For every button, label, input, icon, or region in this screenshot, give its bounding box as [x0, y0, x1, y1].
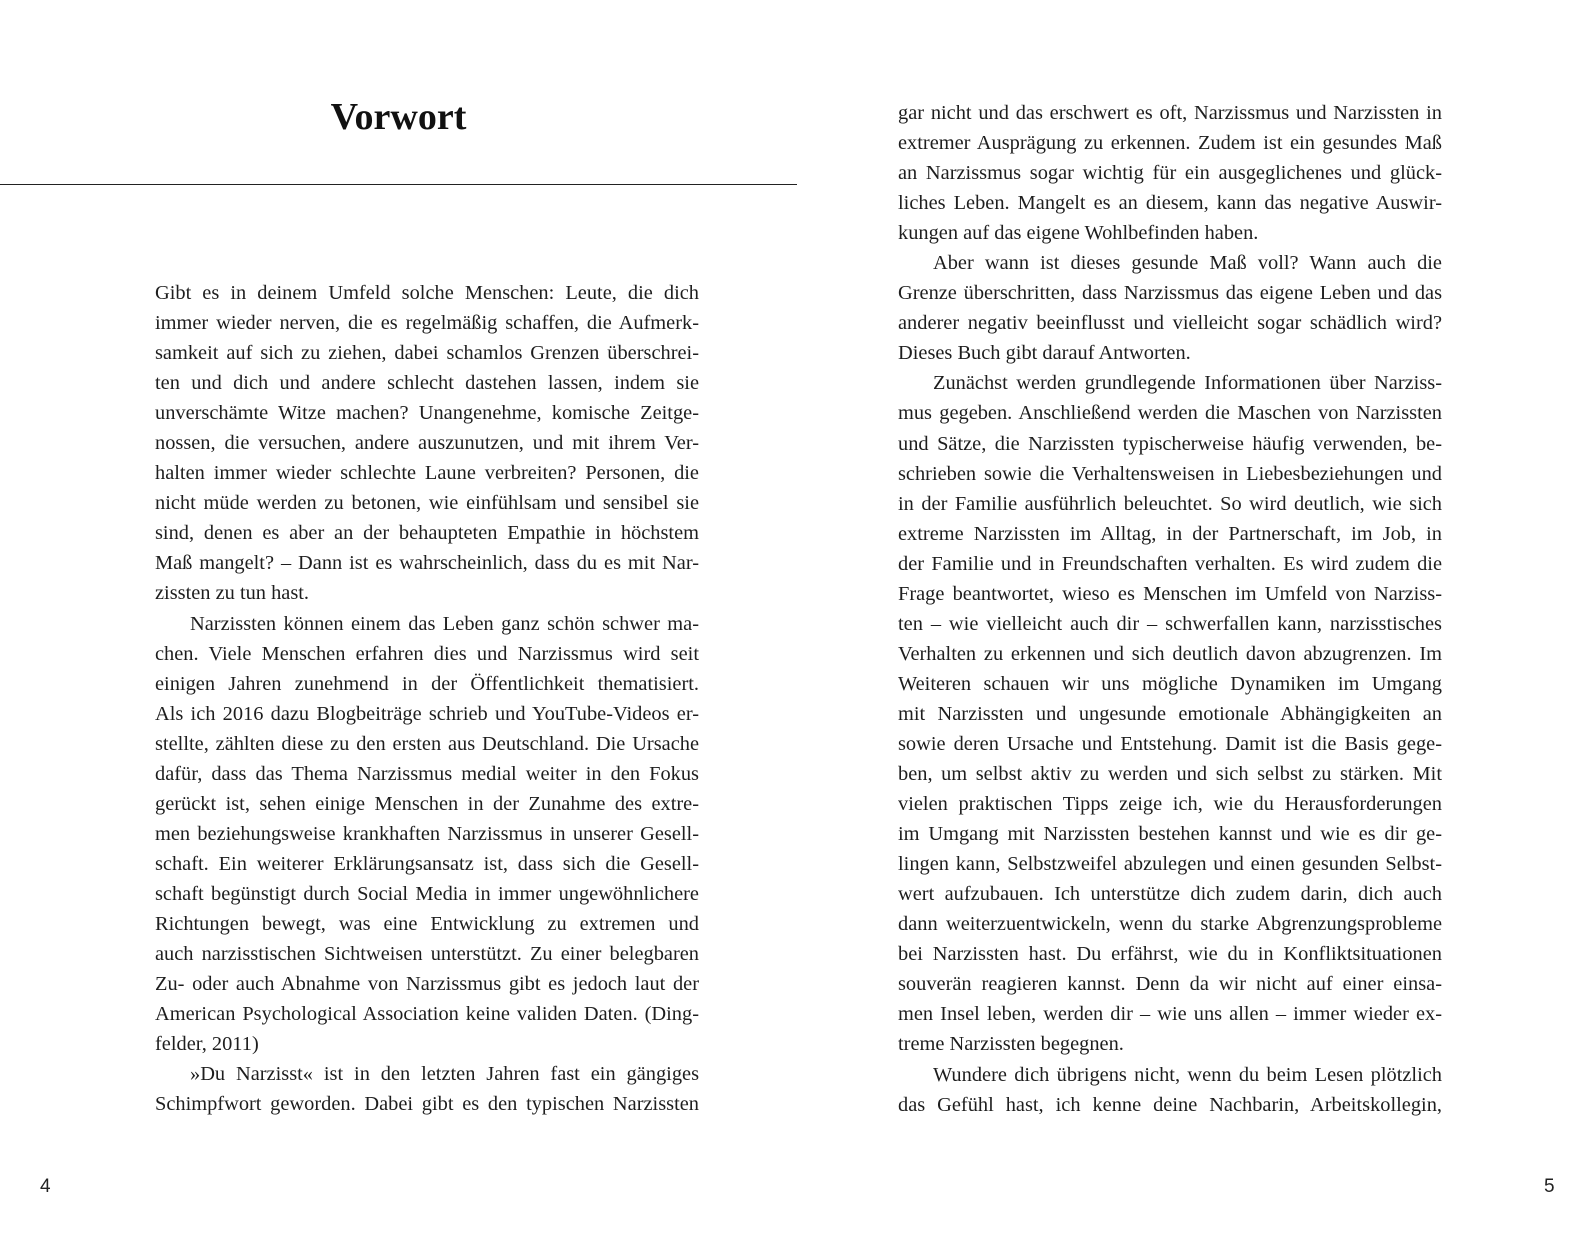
text-line: Dieses Buch gibt darauf Antworten.: [898, 342, 1191, 365]
text-line: Weiteren schauen wir uns mögliche Dynamiken im Umgang: [898, 672, 1442, 695]
text-line: in der Familie ausführlich beleuchtet. So wird deutlich, wie sich: [898, 492, 1442, 515]
title-divider: [0, 184, 797, 185]
text-line: Aber wann ist dieses gesunde Maß voll? Wann auch die: [933, 252, 1442, 275]
text-line: das Gefühl hast, ich kenne deine Nachbarin, Arbeitskollegin,: [898, 1093, 1442, 1116]
text-line: Gibt es in deinem Umfeld solche Menschen: Leute, die dich: [155, 282, 699, 304]
text-line: anderer negativ beeinflusst und vielleicht sogar schädlich wird?: [898, 312, 1442, 335]
text-line: unverschämte Witze machen? Unangenehme, komische Zeitge-: [155, 402, 699, 425]
text-line: Verhalten zu erkennen und sich deutlich davon abzugrenzen. Im: [898, 642, 1442, 665]
text-line: an Narzissmus sogar wichtig für ein ausgeglichenes und glück-: [898, 162, 1442, 185]
text-line: vielen praktischen Tipps zeige ich, wie du Herausforderungen: [898, 793, 1442, 816]
text-line: und Sätze, die Narzissten typischerweise häufig verwenden, be-: [898, 432, 1442, 455]
text-line: gar nicht und das erschwert es oft, Narzissmus und Narzissten in: [898, 102, 1442, 124]
text-line: ten und dich und andere schlecht dastehen lassen, indem sie: [155, 372, 699, 395]
text-line: Schimpfwort geworden. Dabei gibt es den typischen Narzissten: [155, 1093, 699, 1116]
text-line: American Psychological Association keine validen Daten. (Ding-: [155, 1003, 699, 1026]
text-line: treme Narzissten begegnen.: [898, 1033, 1124, 1056]
text-line: lingen kann, Selbstzweifel abzulegen und einen gesunden Selbst-: [898, 853, 1442, 876]
text-line: auch narzisstischen Sichtweisen unterstützt. Zu einer belegbaren: [155, 943, 699, 966]
text-line: liches Leben. Mangelt es an diesem, kann das negative Auswir-: [898, 192, 1442, 215]
text-line: dann weiterzuentwickeln, wenn du starke Abgrenzungsprobleme: [898, 913, 1442, 936]
page-number: 5: [1544, 1176, 1555, 1197]
text-line: Zunächst werden grundlegende Informationen über Narziss-: [933, 372, 1442, 395]
text-line: bei Narzissten hast. Du erfährst, wie du in Konfliktsituationen: [898, 943, 1442, 966]
text-line: men beziehungsweise krankhaften Narzissmus in unserer Gesell-: [155, 822, 699, 845]
text-line: immer wieder nerven, die es regelmäßig schaffen, die Aufmerk-: [155, 312, 699, 335]
text-line: nicht müde werden zu betonen, wie einfühlsam und sensibel sie: [155, 492, 699, 515]
text-line: men Insel leben, werden dir – wie uns allen – immer wieder ex-: [898, 1003, 1442, 1026]
text-line: einigen Jahren zunehmend in der Öffentlichkeit thematisiert.: [155, 672, 699, 695]
text-line: Wundere dich übrigens nicht, wenn du beim Lesen plötzlich: [933, 1063, 1442, 1086]
text-line: chen. Viele Menschen erfahren dies und Narzissmus wird seit: [155, 642, 699, 665]
text-line: wert aufzubauen. Ich unterstütze dich zudem darin, dich auch: [898, 883, 1442, 906]
text-line: sind, denen es aber an der behaupteten Empathie in höchstem: [155, 522, 699, 545]
chapter-title: Vorwort: [330, 96, 467, 138]
text-line: Als ich 2016 dazu Blogbeiträge schrieb und YouTube-Videos er-: [155, 702, 699, 725]
text-line: schaft. Ein weiterer Erklärungsansatz ist, dass sich die Gesell-: [155, 852, 699, 875]
left-page-body: [155, 278, 699, 1119]
text-line: mus gegeben. Anschließend werden die Maschen von Narzissten: [898, 402, 1442, 425]
text-line: Narzissten können einem das Leben ganz schön schwer ma-: [190, 612, 699, 635]
text-line: Richtungen bewegt, was eine Entwicklung zu extremen und: [155, 912, 699, 935]
text-line: ben, um selbst aktiv zu werden und sich selbst zu stärken. Mit: [898, 763, 1442, 786]
text-line: samkeit auf sich zu ziehen, dabei schamlos Grenzen überschrei-: [155, 342, 699, 365]
text-line: Frage beantwortet, wieso es Menschen im Umfeld von Narziss-: [898, 582, 1442, 605]
right-page: [797, 0, 1594, 1240]
text-line: schrieben sowie die Verhaltensweisen in Liebesbeziehungen und: [898, 462, 1442, 485]
text-line: dafür, dass das Thema Narzissmus medial weiter in den Fokus: [155, 762, 699, 785]
text-line: Zu- oder auch Abnahme von Narzissmus gibt es jedoch laut der: [155, 973, 699, 996]
text-line: sowie deren Ursache und Entstehung. Damit ist die Basis gege-: [898, 732, 1442, 755]
text-line: extreme Narzissten im Alltag, in der Partnerschaft, im Job, in: [898, 522, 1442, 545]
text-line: stellte, zählten diese zu den ersten aus Deutschland. Die Ursache: [155, 732, 699, 755]
text-line: der Familie und in Freundschaften verhalten. Es wird zudem die: [898, 552, 1442, 575]
page-number: 4: [40, 1176, 51, 1197]
text-line: kungen auf das eigene Wohlbefinden haben.: [898, 222, 1259, 245]
text-line: zissten zu tun hast.: [155, 582, 310, 605]
text-line: Grenze überschritten, dass Narzissmus das eigene Leben und das: [898, 282, 1442, 305]
text-line: Maß mangelt? – Dann ist es wahrscheinlich, dass du es mit Nar-: [155, 552, 699, 575]
text-line: ten – wie vielleicht auch dir – schwerfallen kann, narzisstisches: [898, 612, 1442, 635]
text-line: schaft begünstigt durch Social Media in immer ungewöhnlichere: [155, 882, 699, 905]
right-page-body: [898, 98, 1442, 1120]
text-line: im Umgang mit Narzissten bestehen kannst und wie es dir ge-: [898, 823, 1442, 846]
text-line: gerückt ist, sehen einige Menschen in der Zunahme des extre-: [155, 792, 699, 815]
text-line: nossen, die versuchen, andere auszunutzen, und mit ihrem Ver-: [155, 432, 699, 455]
text-line: mit Narzissten und ungesunde emotionale Abhängigkeiten an: [898, 702, 1442, 725]
text-line: »Du Narzisst« ist in den letzten Jahren fast ein gängiges: [190, 1063, 699, 1086]
text-line: felder, 2011): [155, 1033, 259, 1056]
text-line: extremer Ausprägung zu erkennen. Zudem ist ein gesundes Maß: [898, 132, 1442, 155]
text-line: halten immer wieder schlechte Laune verbreiten? Personen, die: [155, 462, 699, 485]
text-line: souverän reagieren kannst. Denn da wir nicht auf einer einsa-: [898, 973, 1442, 996]
